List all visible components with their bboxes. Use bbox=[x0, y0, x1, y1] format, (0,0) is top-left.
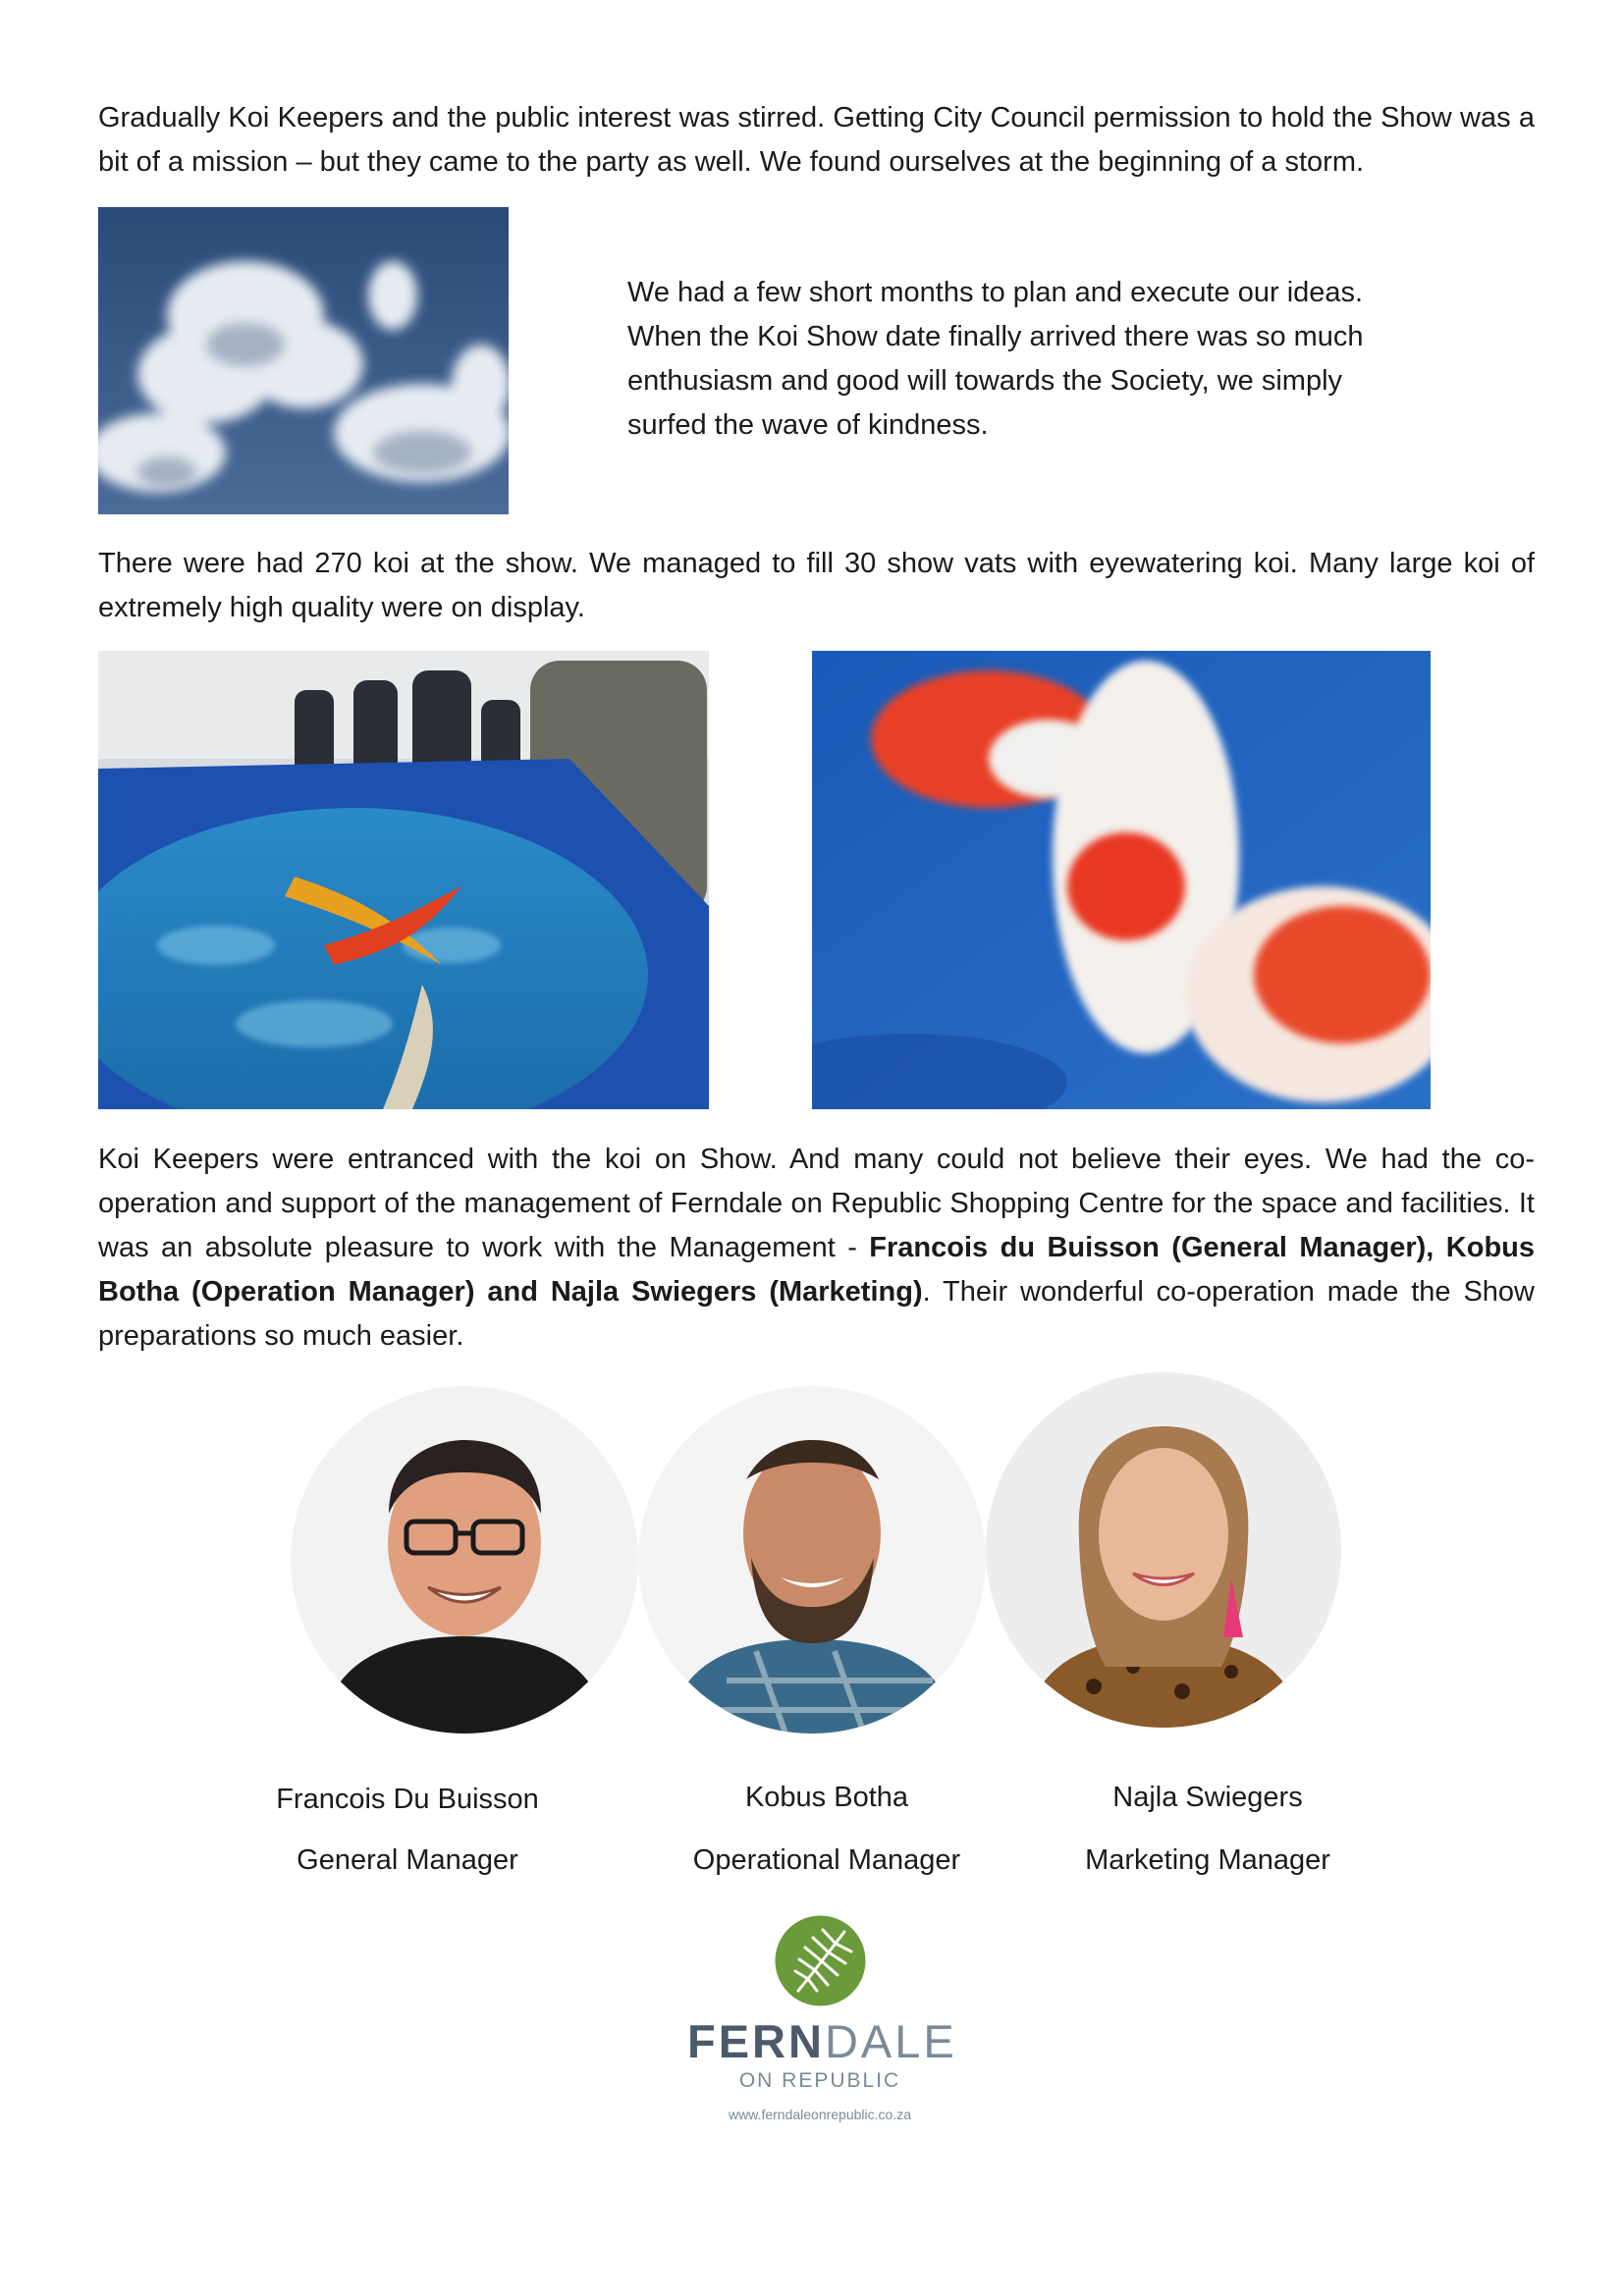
show-vat-crowd-photo bbox=[98, 651, 709, 1109]
koi-closeup-photo bbox=[812, 651, 1431, 1109]
logo-fern: FERN bbox=[687, 2015, 825, 2067]
sky-clouds-photo bbox=[98, 207, 509, 514]
avatar bbox=[291, 1386, 638, 1734]
management-names: Francois du Buisson (General Manager), Kobus Botha (Operation Manager) and Najla Swiegers (Marketing) bbox=[98, 1232, 1536, 1308]
fern-leaf-icon bbox=[774, 1914, 867, 2007]
ferndale-logo bbox=[687, 1914, 957, 2130]
logo-url: www.ferndaleonrepublic.co.za bbox=[729, 2107, 911, 2122]
team-role-2: Operational Manager bbox=[692, 1844, 961, 1876]
team-name-2: Kobus Botha bbox=[744, 1782, 909, 1813]
koi-count-paragraph: There were had 270 koi at the show. We managed to fill 30 show vats with eyewatering koi. Many large koi of extremely high quality were on display. bbox=[98, 548, 1535, 623]
side-paragraph: We had a few short months to plan and execute our ideas. When the Koi Show date finally arrived there was so much enthusiasm and good will towards the Society, we simply surfed the wave of kindness. bbox=[627, 277, 1364, 441]
team-role-3: Marketing Manager bbox=[1085, 1844, 1330, 1876]
team-name-3: Najla Swiegers bbox=[1112, 1782, 1303, 1813]
logo-dale: DALE bbox=[824, 2015, 957, 2067]
logo-wordmark bbox=[687, 2014, 957, 2069]
logo-subtitle: ON REPUBLIC bbox=[738, 2069, 901, 2092]
management-text-end: . Their wonderful co-operation made the Show preparations so much easier. bbox=[98, 1276, 1535, 1352]
team-name-1: Francois Du Buisson bbox=[276, 1784, 539, 1815]
management-text: Koi Keepers were entranced with the koi on Show. And many could not believe their eyes. We had the co-operation and support of the management of Ferndale on Republic Shopping Centre for the space and facilities. It was an absolute pleasure to work with the Management - bbox=[98, 1144, 1535, 1263]
management-paragraph bbox=[98, 1138, 1535, 1359]
avatar bbox=[986, 1372, 1341, 1728]
avatar bbox=[638, 1386, 986, 1734]
team-role-1: General Manager bbox=[297, 1844, 518, 1876]
intro-paragraph: Gradually Koi Keepers and the public interest was stirred. Getting City Council permission to hold the Show was a bit of a mission – but they came to the party as well. We found ourselves at the beginning of a storm. bbox=[98, 102, 1535, 178]
